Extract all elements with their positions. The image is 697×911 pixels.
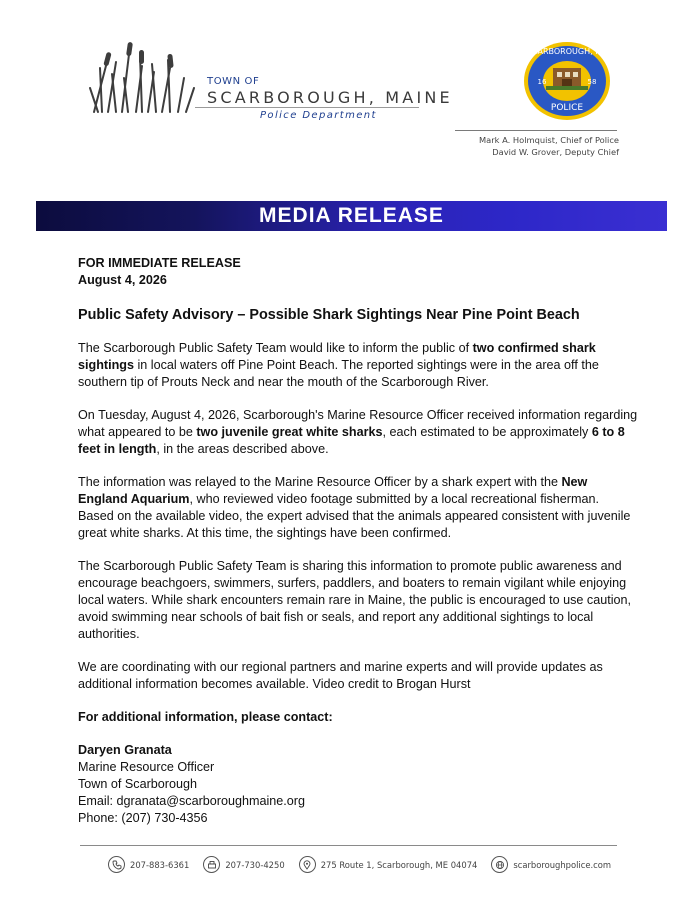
contact-email[interactable]: Email: dgranata@scarboroughmaine.org bbox=[78, 794, 306, 808]
footer-address[interactable]: 275 Route 1, Scarborough, ME 04074 bbox=[299, 856, 478, 873]
footer-phone[interactable]: 207-883-6361 bbox=[108, 856, 189, 873]
globe-icon bbox=[491, 856, 508, 873]
town-name: SCARBOROUGH, MAINE bbox=[207, 88, 453, 107]
banner-title: MEDIA RELEASE bbox=[259, 204, 444, 227]
paragraph-3: The information was relayed to the Marine Resource Officer by a shark expert with the New England Aquarium, who reviewed video footage submitted by a local recreational fisherman. Based on the available video, the expert advised that the animals appeared consistent with juvenile great white sharks. At this time, the sightings have been confirmed. bbox=[78, 475, 631, 540]
chief-of-police: Mark A. Holmquist, Chief of Police bbox=[479, 135, 619, 145]
paragraph-2: On Tuesday, August 4, 2026, Scarborough's Marine Resource Officer received information regarding what appeared to be two juvenile great white sharks, each estimated to be approximately 6 to 8 feet in length, in the areas described above. bbox=[78, 408, 638, 456]
contact-phone: Phone: (207) 730-4356 bbox=[78, 811, 208, 825]
town-of-label: TOWN OF bbox=[207, 76, 260, 87]
footer-fax[interactable]: 207-730-4250 bbox=[203, 856, 284, 873]
contact-name: Daryen Granata bbox=[78, 743, 172, 757]
phone-icon bbox=[108, 856, 125, 873]
paragraph-5: We are coordinating with our regional partners and marine experts and will provide updates as additional information becomes available. Video credit to Brogan Hurst bbox=[78, 660, 603, 691]
footer-website[interactable]: scarboroughpolice.com bbox=[491, 856, 611, 873]
badge-year-right: 58 bbox=[587, 78, 597, 86]
department-name: Police Department bbox=[260, 110, 377, 121]
release-body bbox=[78, 255, 638, 827]
footer bbox=[108, 856, 625, 873]
deputy-chief: David W. Grover, Deputy Chief bbox=[492, 147, 619, 157]
badge-bottom-text: POLICE bbox=[550, 103, 584, 113]
paragraph-1: The Scarborough Public Safety Team would like to inform the public of two confirmed shark sightings in local waters off Pine Point Beach. The reported sightings were in the area off the southern tip of Prouts Neck and near the mouth of the Scarborough River. bbox=[78, 341, 599, 389]
for-immediate-release: FOR IMMEDIATE RELEASE bbox=[78, 256, 241, 270]
badge-year-left: 16 bbox=[537, 78, 547, 86]
contact-role: Marine Resource Officer bbox=[78, 760, 215, 774]
release-date: August 4, 2026 bbox=[78, 273, 167, 287]
officials-block bbox=[479, 134, 619, 158]
paragraph-4: The Scarborough Public Safety Team is sharing this information to promote public awareness and encourage beachgoers, swimmers, surfers, paddlers, and boaters to remain vigilant while enjoying local waters. While shark encounters remain rare in Maine, the public is encouraged to use caution, avoid swimming near schools of bait fish or seals, and report any additional sightings to local authorities. bbox=[78, 559, 632, 641]
police-badge-seal bbox=[522, 40, 612, 122]
location-pin-icon bbox=[299, 856, 316, 873]
footer-rule bbox=[80, 845, 617, 846]
cattails-logo bbox=[86, 38, 206, 116]
contact-block bbox=[78, 742, 638, 827]
contact-org: Town of Scarborough bbox=[78, 777, 198, 791]
release-title: Public Safety Advisory – Possible Shark Sightings Near Pine Point Beach bbox=[78, 307, 580, 323]
fax-icon bbox=[203, 856, 220, 873]
divider bbox=[195, 107, 419, 108]
contact-header: For additional information, please contact: bbox=[78, 710, 333, 724]
badge-top-text: SCARBOROUGH, ME bbox=[526, 47, 608, 56]
media-release-banner bbox=[36, 201, 667, 231]
header-rule bbox=[455, 130, 617, 131]
